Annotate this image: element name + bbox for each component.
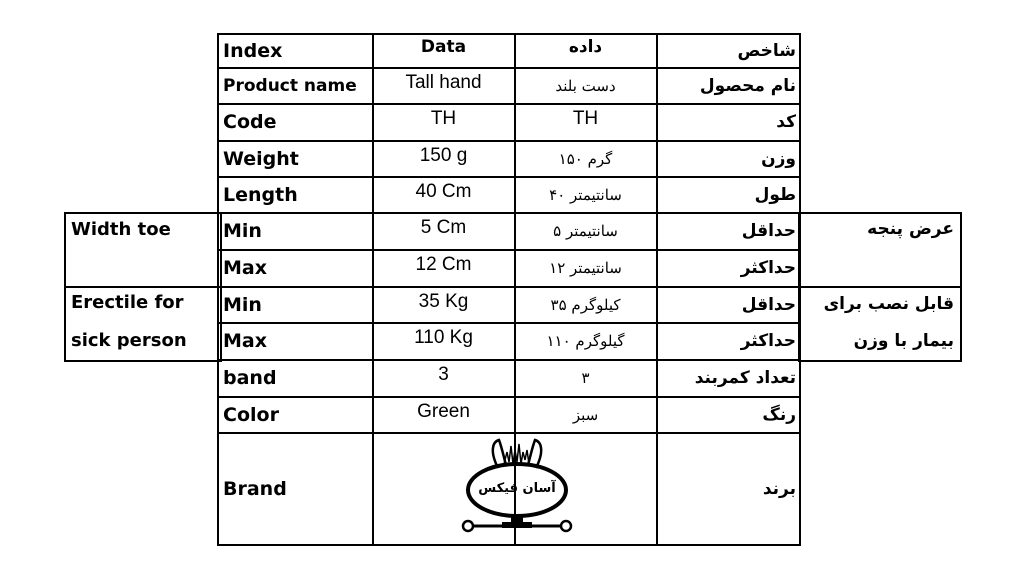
group-erectile-fa-1: قابل نصب برای (823, 294, 954, 314)
row-width-max-en: Max (223, 257, 267, 279)
row-weight-fa: وزن (761, 148, 796, 169)
row-code-en: Code (223, 111, 277, 133)
group-erectile-en-2: sick person (71, 330, 187, 351)
row-color-data-fa: سبز (572, 405, 599, 424)
row-color-data: Green (417, 401, 470, 422)
row-width-min-data-fa: سانتیمتر ۵ (553, 222, 618, 240)
row-weight-min-en: Min (223, 293, 262, 316)
row-width-max-data: 12 Cm (415, 254, 472, 275)
row-width-min-en: Min (223, 220, 262, 242)
row-band-fa: تعداد کمربند (694, 368, 796, 388)
row-product-name-fa: نام محصول (699, 75, 796, 96)
row-code-data: TH (430, 108, 457, 129)
row-code-data-fa: TH (572, 108, 599, 129)
row-weight-min-data-fa: کیلوگرم ۳۵ (550, 295, 621, 314)
group-width-fa: عرض پنجه (867, 219, 954, 239)
row-width-min-data: 5 Cm (420, 217, 467, 238)
row-brand-fa: برند (762, 478, 796, 499)
row-code-fa: کد (776, 112, 796, 132)
row-product-name-data-fa: دست بلند (555, 76, 616, 95)
row-band-en: band (223, 367, 277, 389)
row-brand-en: Brand (223, 477, 287, 500)
row-weight-data-fa: گرم ۱۵۰ (558, 149, 613, 168)
group-erectile-fa-2: بیمار با وزن (853, 331, 954, 351)
row-weight-max-data: 110 Kg (414, 327, 473, 348)
row-length-data: 40 Cm (415, 181, 472, 202)
row-weight-data: 150 g (419, 145, 468, 166)
row-weight-min-data: 35 Kg (418, 291, 469, 312)
header-index-fa: شاخص (737, 40, 796, 61)
row-weight-max-en: Max (223, 330, 267, 352)
row-width-max-fa: حداکثر (740, 258, 796, 278)
row-weight-max-fa: حداکثر (740, 331, 796, 351)
row-band-data: 3 (438, 364, 449, 385)
header-data: Data (420, 37, 467, 57)
group-width-en: Width toe (71, 219, 171, 240)
row-length-en: Length (223, 183, 298, 206)
row-product-name-en: Product name (223, 75, 357, 96)
row-length-data-fa: سانتیمتر ۴۰ (549, 185, 622, 204)
row-product-name-data: Tall hand (405, 72, 482, 93)
row-weight-min-fa: حداقل (741, 294, 796, 315)
header-index: Index (223, 39, 283, 62)
row-width-min-fa: حداقل (741, 221, 796, 241)
row-weight-max-data-fa: گیلوگرم ۱۱۰ (546, 332, 625, 350)
row-band-data-fa: ۳ (581, 369, 590, 387)
brand-logo-text: آسان فیکس (478, 481, 556, 496)
brand-logo (452, 438, 582, 538)
row-color-en: Color (223, 403, 279, 426)
group-erectile-en-1: Erectile for (71, 292, 184, 313)
header-data-fa: داده (568, 37, 603, 57)
row-length-fa: طول (754, 184, 796, 205)
row-width-max-data-fa: سانتیمتر ۱۲ (549, 259, 622, 277)
row-color-fa: رنگ (762, 404, 796, 425)
row-weight-en: Weight (223, 147, 299, 170)
